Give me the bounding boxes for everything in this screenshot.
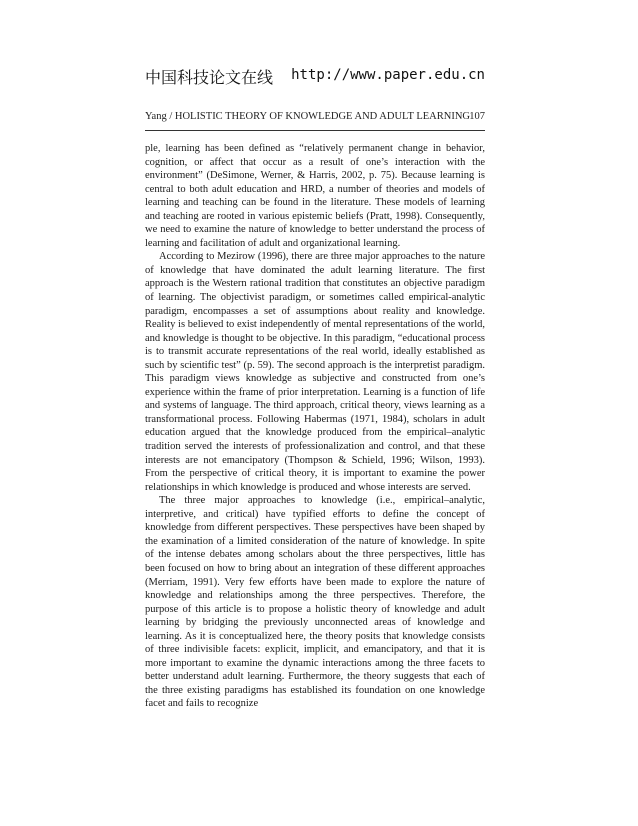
paragraph-3: The three major approaches to knowledge (i.e., empirical–analytic, interpretive, and critical) have typified efforts to define the concept of knowledge from different perspectives. These perspectives have been shaped by the examination of a limited consideration of the nature of knowledge. In spite of the intense debates among scholars about the three perspectives, little has been focused on how to bring about an integration of these different approaches (Merriam, 1991). Very few efforts have been made to explore the nature of knowledge and relationships among the three perspectives. Therefore, the purpose of this article is to propose a holistic theory of knowledge and adult learning by bridging the previously unconnected areas of knowledge and learning. As it is conceptualized here, the theory posits that knowledge consists of three indivisible facets: explicit, implicit, and emancipatory, and that it is more important to examine the dynamic interactions among the three facets to better understand adult learning. Furthermore, the theory suggests that each of the three existing paradigms has established its foundation on one knowledge facet and fails to recognize bbox=[145, 495, 485, 710]
body-text bbox=[145, 142, 485, 711]
page-number: 107 bbox=[469, 111, 485, 122]
running-head bbox=[145, 111, 485, 127]
running-head-title: Yang / HOLISTIC THEORY OF KNOWLEDGE AND ADULT LEARNING bbox=[145, 111, 471, 122]
watermark-url: http://www.paper.edu.cn bbox=[291, 67, 485, 83]
site-watermark-header bbox=[145, 65, 485, 89]
paragraph-2: According to Mezirow (1996), there are three major approaches to the nature of knowledge that have dominated the adult learning literature. The first approach is the Western rational tradition that constitutes an objective paradigm of learning. The objectivist paradigm, or sometimes called empirical-analytic paradigm, encompasses a set of assumptions about reality and knowledge. Reality is believed to exist independently of mental representations of the world, and knowledge is thought to be objective. In this paradigm, “educational process is to transmit accurate representations of the real world, ideally established as such by scientific test” (p. 59). The second approach is the interpretist paradigm. This paradigm views knowledge as subjective and constructed from one’s experience within the frame of prior interpretation. Learning is a function of life and systems of language. The third approach, critical theory, views learning as a transformational process. Following Habermas (1971, 1984), scholars in adult education argued that the knowledge produced from the empirical–analytic tradition served the interests of professionalization and control, and that these interests are not emancipatory (Thompson & Schield, 1996; Wilson, 1993). From the perspective of critical theory, it is important to examine the power relationships in which knowledge is produced and whose interests are served. bbox=[145, 251, 485, 493]
watermark-site-name: 中国科技论文在线 bbox=[145, 68, 274, 87]
paragraph-1: ple, learning has been defined as “relatively permanent change in behavior, cognition, or affect that occur as a result of one’s interaction with the environment” (DeSimone, Werner, & Harris, 2002, p. 75). Because learning is central to both adult education and HRD, a number of theories and models of learning and teaching can be found in the literature. These models of learning and teaching are rooted in various epistemic beliefs (Pratt, 1998). Consequently, we need to examine the nature of knowledge to better understand the process of learning and facilitation of adult and organizational learning. bbox=[145, 143, 485, 249]
header-rule bbox=[145, 130, 485, 131]
